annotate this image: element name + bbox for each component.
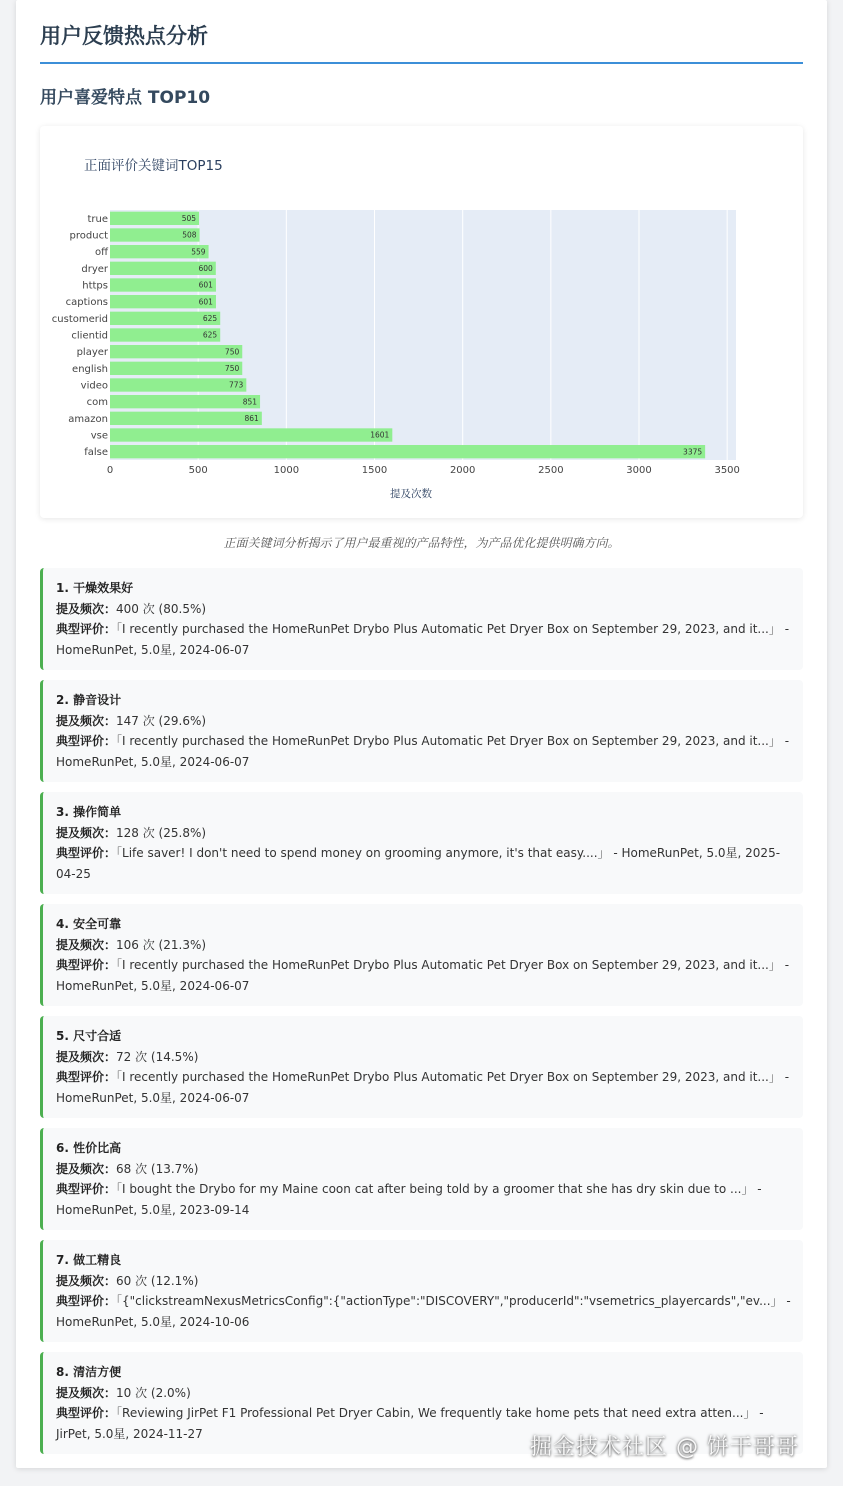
- bar: [110, 345, 242, 358]
- bar-value-label: 750: [224, 347, 240, 357]
- frequency-value: 106 次 (21.3%): [116, 937, 207, 952]
- bar: [110, 362, 242, 375]
- feature-review: [56, 731, 791, 772]
- feature-title: 1. 干燥效果好: [56, 581, 134, 595]
- feature-review: [56, 1179, 791, 1220]
- bar-value-label: 861: [244, 414, 259, 424]
- feature-frequency: [56, 1271, 791, 1292]
- review-text: 「{"clickstreamNexusMetricsConfig":{"actionType":"DISCOVERY","producerId":"vsemetrics_playercards","ev...」 - HomeRunPet, 5.0星, 2024-10-06: [56, 1294, 791, 1329]
- review-label: 典型评价：: [56, 846, 117, 860]
- bar-value-label: 851: [242, 397, 258, 407]
- chart-container: [40, 126, 803, 518]
- y-category-label: false: [84, 447, 108, 459]
- frequency-label: 提及频次：: [56, 825, 117, 840]
- watermark: 掘金技术社区 @ 饼干哥哥: [530, 1435, 799, 1460]
- review-text: 「I recently purchased the HomeRunPet Drybo Plus Automatic Pet Dryer Box on September 29, 2023, and it...」 - HomeRunPet, 5.0星, 2024-06-07: [56, 734, 790, 769]
- review-text: 「I bought the Drybo for my Maine coon cat after being told by a groomer that she has dry skin due to ...」 - HomeRunPet, 5.0星, 2023-09-14: [56, 1182, 762, 1217]
- bar: [110, 445, 705, 458]
- review-text: 「Reviewing JirPet F1 Professional Pet Dryer Cabin, We frequently take home pets that need extra atten...」 - JirPet, 5.0星, 2024-11-27: [56, 1406, 764, 1441]
- feature-review: [56, 619, 791, 660]
- bar: [110, 395, 260, 408]
- feature-list: [40, 568, 803, 1464]
- feature-frequency: [56, 599, 791, 620]
- frequency-value: 60 次 (12.1%): [116, 1273, 199, 1288]
- feature-card: [40, 1128, 803, 1230]
- frequency-label: 提及频次：: [56, 713, 117, 728]
- y-category-label: english: [72, 363, 108, 375]
- bar: [110, 428, 392, 441]
- chart-caption: 正面关键词分析揭示了用户最重视的产品特性，为产品优化提供明确方向。: [223, 536, 620, 550]
- bar-value-label: 773: [228, 380, 244, 390]
- feature-title: 5. 尺寸合适: [56, 1029, 122, 1043]
- frequency-value: 147 次 (29.6%): [116, 713, 207, 728]
- bar-value-label: 601: [198, 297, 213, 307]
- review-label: 典型评价：: [56, 1294, 117, 1308]
- feature-frequency: [56, 935, 791, 956]
- keyword-bar-chart: [40, 126, 803, 518]
- x-tick-label: 3500: [714, 465, 740, 476]
- frequency-label: 提及频次：: [56, 601, 117, 616]
- y-category-label: https: [82, 280, 108, 292]
- bar: [110, 412, 262, 425]
- y-category-label: player: [76, 347, 108, 359]
- x-tick-label: 3000: [626, 465, 652, 476]
- review-label: 典型评价：: [56, 622, 117, 636]
- bar-value-label: 3375: [683, 447, 703, 457]
- chart-title: 正面评价关键词TOP15: [84, 158, 223, 174]
- x-axis-title: 提及次数: [390, 488, 432, 500]
- review-text: 「Life saver! I don't need to spend money on grooming anymore, it's that easy....」 - HomeRunPet, 5.0星, 2025-04-25: [56, 846, 781, 881]
- review-label: 典型评价：: [56, 734, 117, 748]
- bar-value-label: 1601: [370, 430, 390, 440]
- frequency-label: 提及频次：: [56, 1385, 117, 1400]
- y-category-label: vse: [90, 430, 108, 442]
- frequency-value: 400 次 (80.5%): [116, 601, 207, 616]
- x-tick-label: 1000: [273, 465, 300, 476]
- y-category-label: true: [87, 213, 108, 225]
- feature-title: 8. 清洁方便: [56, 1365, 122, 1379]
- bar-value-label: 750: [224, 364, 240, 374]
- frequency-value: 10 次 (2.0%): [116, 1385, 191, 1400]
- feature-card: [40, 1016, 803, 1118]
- feature-card: [40, 904, 803, 1006]
- y-category-label: dryer: [81, 263, 108, 275]
- frequency-value: 72 次 (14.5%): [116, 1049, 199, 1064]
- feature-review: [56, 1291, 791, 1332]
- y-category-label: captions: [65, 297, 108, 309]
- review-text: 「I recently purchased the HomeRunPet Drybo Plus Automatic Pet Dryer Box on September 29, 2023, and it...」 - HomeRunPet, 5.0星, 2024-06-07: [56, 622, 790, 657]
- frequency-value: 128 次 (25.8%): [116, 825, 207, 840]
- review-text: 「I recently purchased the HomeRunPet Drybo Plus Automatic Pet Dryer Box on September 29, 2023, and it...」 - HomeRunPet, 5.0星, 2024-06-07: [56, 958, 790, 993]
- bar-value-label: 508: [182, 230, 197, 240]
- feature-frequency: [56, 1383, 791, 1404]
- feature-title: 6. 性价比高: [56, 1141, 122, 1155]
- x-tick-label: 1500: [361, 465, 388, 476]
- feature-frequency: [56, 1159, 791, 1180]
- y-category-label: product: [69, 230, 108, 242]
- y-category-label: off: [94, 247, 108, 259]
- x-tick-label: 2500: [538, 465, 564, 476]
- frequency-label: 提及频次：: [56, 937, 117, 952]
- x-tick-label: 0: [106, 465, 114, 476]
- feature-frequency: [56, 1047, 791, 1068]
- bar-value-label: 505: [181, 214, 197, 224]
- y-category-label: amazon: [68, 413, 108, 425]
- report-card: [16, 0, 827, 1468]
- bar-value-label: 601: [198, 280, 213, 290]
- feature-card: [40, 680, 803, 782]
- feature-review: [56, 1067, 791, 1108]
- page-title: 用户反馈热点分析: [40, 24, 208, 48]
- y-category-label: com: [86, 397, 108, 409]
- feature-card: [40, 792, 803, 894]
- feature-review: [56, 955, 791, 996]
- y-category-label: clientid: [71, 330, 108, 342]
- bar: [110, 378, 246, 391]
- feature-card: [40, 568, 803, 670]
- bar-value-label: 559: [191, 247, 206, 257]
- x-tick-label: 2000: [449, 465, 476, 476]
- feature-title: 4. 安全可靠: [56, 917, 122, 931]
- feature-title: 3. 操作简单: [56, 805, 122, 819]
- frequency-label: 提及频次：: [56, 1049, 117, 1064]
- review-text: 「I recently purchased the HomeRunPet Drybo Plus Automatic Pet Dryer Box on September 29, 2023, and it...」 - HomeRunPet, 5.0星, 2024-06-07: [56, 1070, 790, 1105]
- section-title: 用户喜爱特点 TOP10: [40, 88, 211, 108]
- review-label: 典型评价：: [56, 958, 117, 972]
- feature-title: 2. 静音设计: [56, 693, 122, 707]
- bar-value-label: 625: [202, 314, 218, 324]
- feature-card: [40, 1240, 803, 1342]
- feature-title: 7. 做工精良: [56, 1253, 122, 1267]
- review-label: 典型评价：: [56, 1070, 117, 1084]
- frequency-label: 提及频次：: [56, 1161, 117, 1176]
- y-category-label: video: [80, 380, 108, 392]
- y-category-label: customerid: [51, 313, 108, 325]
- review-label: 典型评价：: [56, 1406, 117, 1420]
- bar-value-label: 600: [198, 264, 213, 274]
- frequency-label: 提及频次：: [56, 1273, 117, 1288]
- x-tick-label: 500: [188, 465, 208, 476]
- review-label: 典型评价：: [56, 1182, 117, 1196]
- feature-frequency: [56, 711, 791, 732]
- feature-frequency: [56, 823, 791, 844]
- frequency-value: 68 次 (13.7%): [116, 1161, 199, 1176]
- feature-review: [56, 843, 791, 884]
- title-divider: [40, 62, 803, 64]
- bar-value-label: 625: [202, 330, 218, 340]
